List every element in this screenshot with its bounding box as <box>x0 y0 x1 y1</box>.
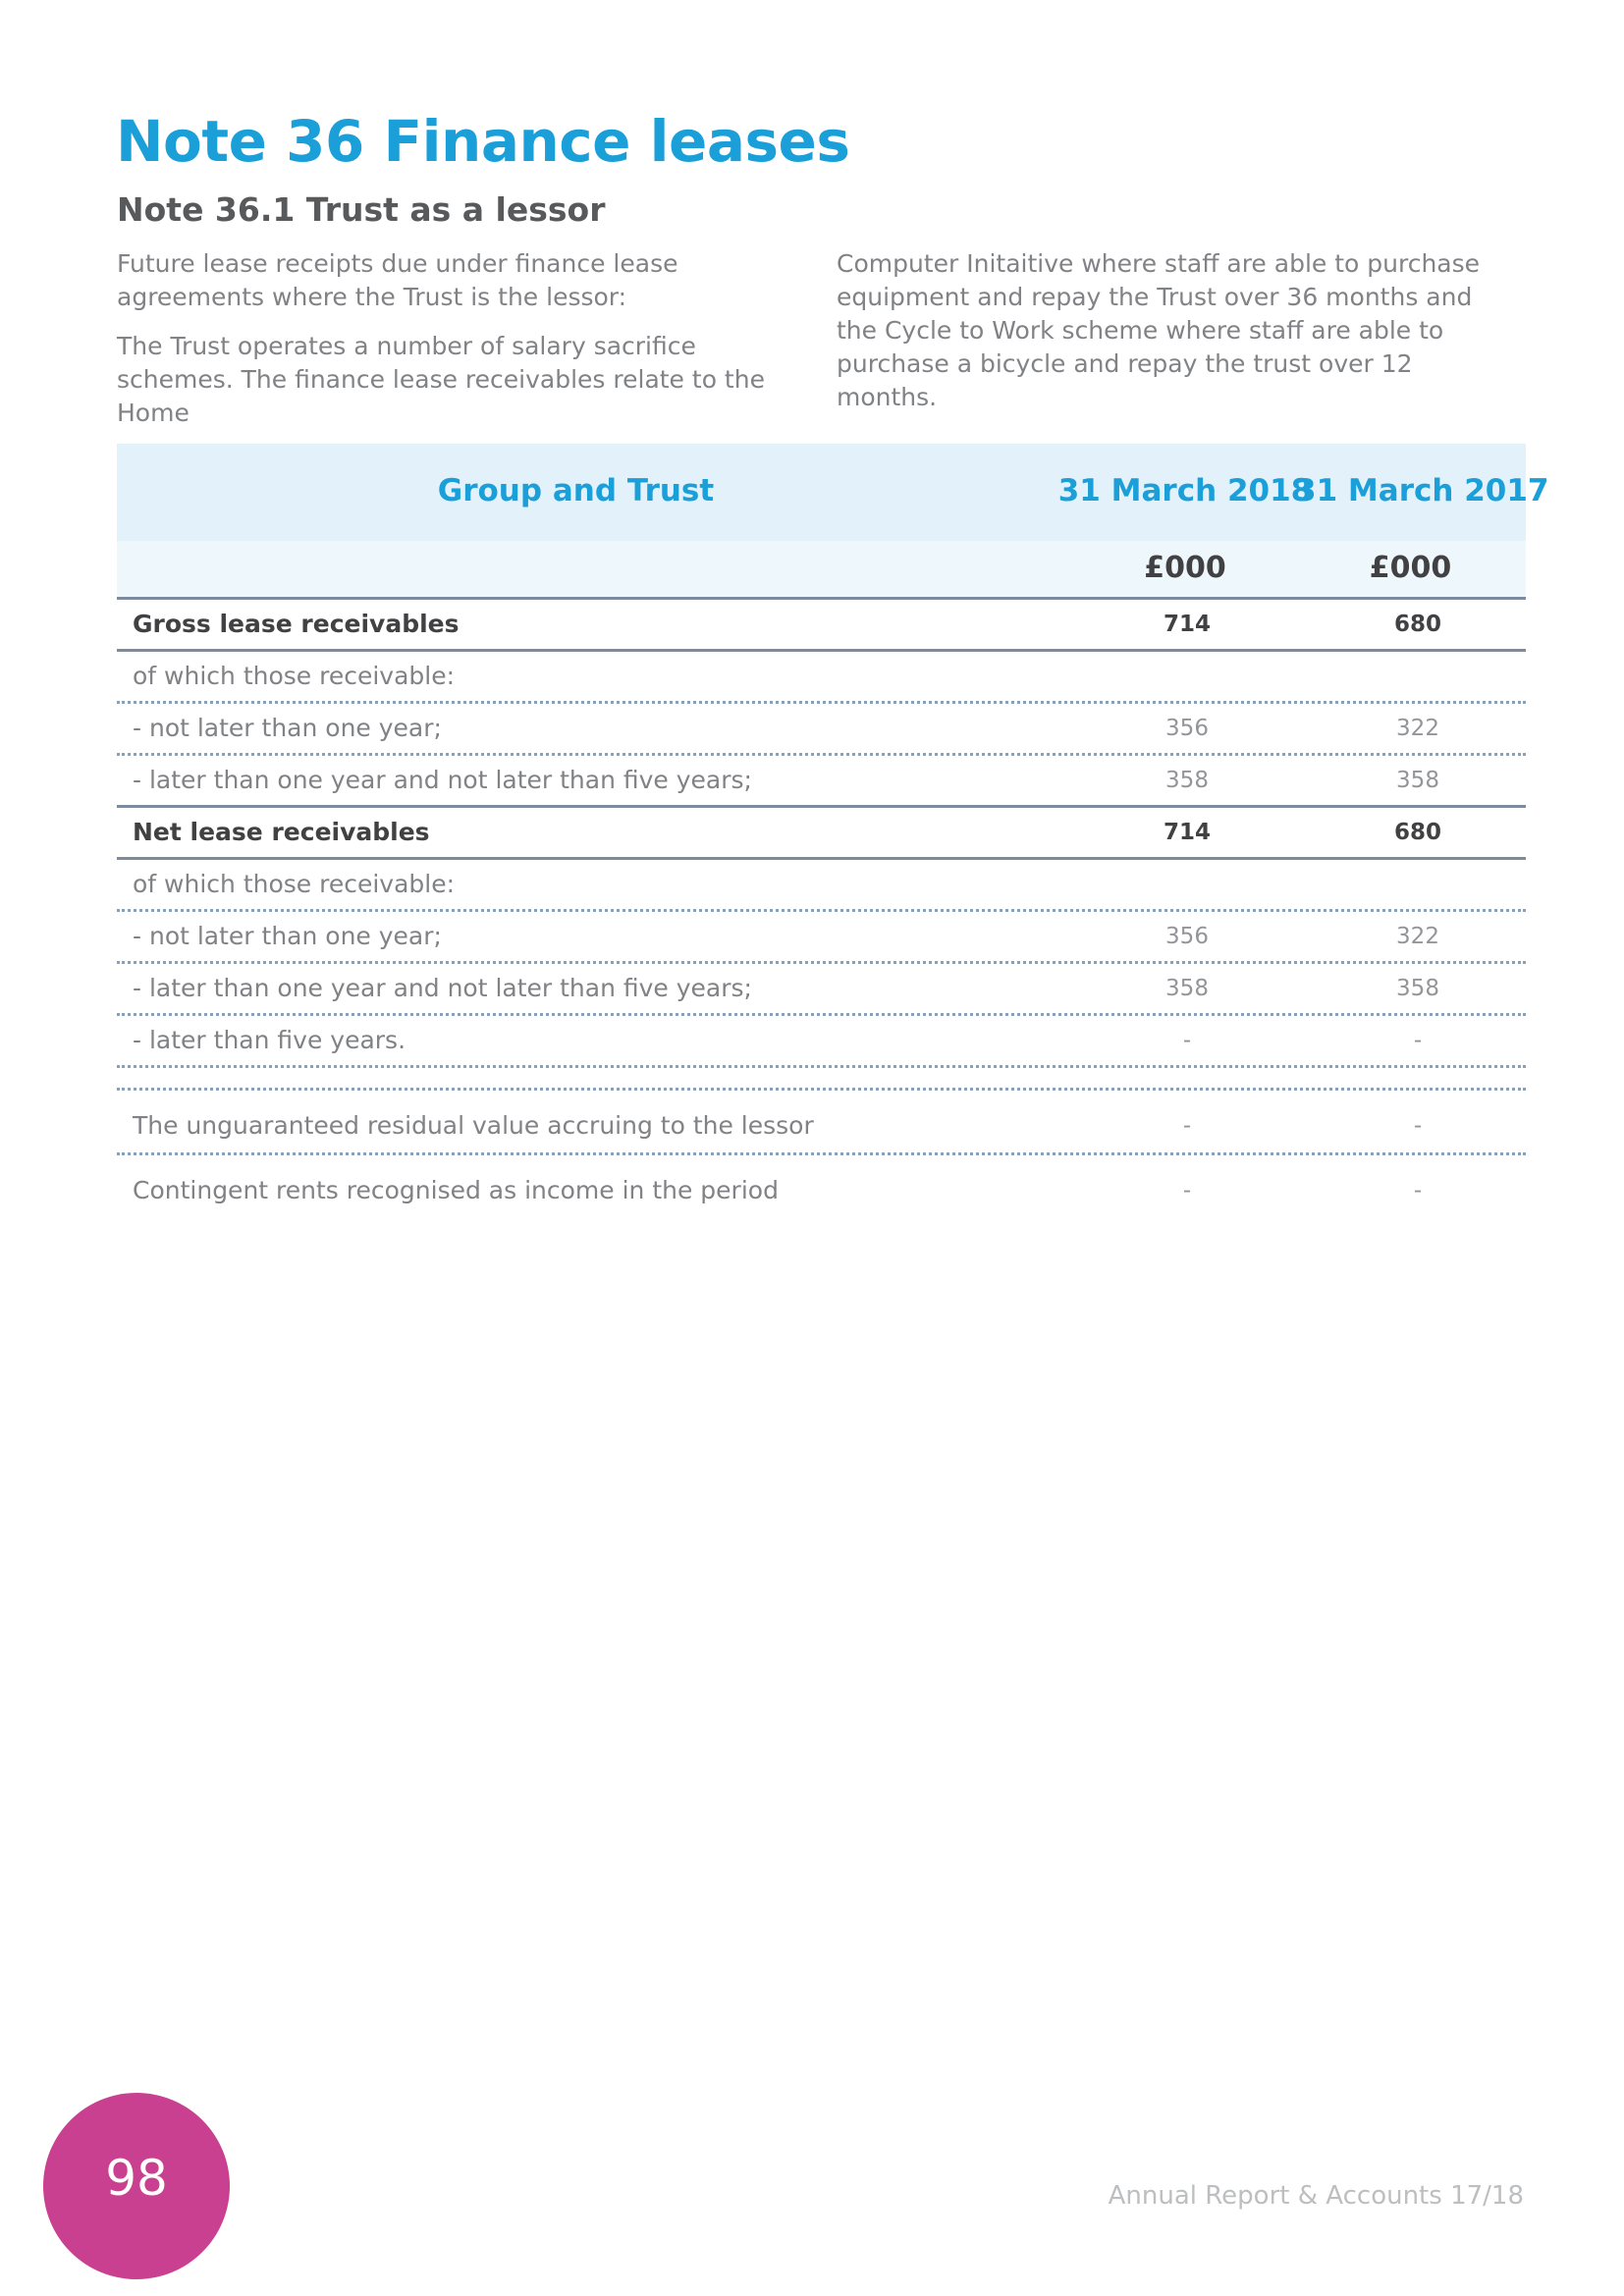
value-2018: - <box>1182 1028 1192 1053</box>
value-2018: - <box>1182 1113 1192 1139</box>
table-row <box>117 912 1526 964</box>
section-subtitle: Note 36.1 Trust as a lessor <box>117 190 606 229</box>
value-2018: 358 <box>1165 768 1209 793</box>
row-label: Net lease receivables <box>133 818 430 846</box>
value-2017: 358 <box>1396 768 1439 793</box>
table-row <box>117 1155 1526 1217</box>
table-row <box>117 756 1526 808</box>
finance-lease-table <box>117 444 1549 1217</box>
value-2018: - <box>1182 1178 1192 1203</box>
header-label: Group and Trust <box>437 473 715 508</box>
value-2018: 358 <box>1165 976 1209 1001</box>
table-row <box>117 600 1526 652</box>
value-2017: 322 <box>1396 924 1439 949</box>
value-2017: - <box>1413 1178 1423 1203</box>
table-row <box>117 704 1526 756</box>
value-2017: 358 <box>1396 976 1439 1001</box>
intro-left-column <box>117 247 804 446</box>
table-header <box>117 444 1549 541</box>
table-row <box>117 964 1526 1016</box>
table-row <box>117 1091 1526 1155</box>
value-2017: - <box>1413 1113 1423 1139</box>
intro-paragraph: Computer Initaitive where staff are able to purchase equipment and repay the Trust over 36 months and the Cycle to Work scheme where staff are able to purchase a bicycle and repay the trust over 12 months. <box>837 249 1481 411</box>
row-label: - later than one year and not later than five years; <box>133 766 752 794</box>
unit-label: £000 <box>1369 551 1452 585</box>
header-col-2017: 31 March 2017 <box>1295 473 1549 508</box>
table-row <box>117 652 1526 704</box>
table-row <box>117 1016 1526 1068</box>
row-label: - later than five years. <box>133 1026 406 1054</box>
table-row <box>117 860 1526 912</box>
value-2018: 356 <box>1165 716 1209 741</box>
value-2018: 714 <box>1163 820 1211 845</box>
unit-label: £000 <box>1144 551 1226 585</box>
footer-text: Annual Report & Accounts 17/18 <box>1108 2181 1524 2211</box>
value-2017: 322 <box>1396 716 1439 741</box>
page-title: Note 36 Finance leases <box>116 108 850 175</box>
row-label: - not later than one year; <box>133 714 442 742</box>
row-label: of which those receivable: <box>133 870 456 898</box>
row-label: of which those receivable: <box>133 662 456 690</box>
value-2017: 680 <box>1393 612 1441 637</box>
table-spacer <box>117 1068 1526 1091</box>
value-2018: 714 <box>1163 612 1211 637</box>
value-2017: - <box>1413 1028 1423 1053</box>
row-label: Gross lease receivables <box>133 610 460 638</box>
row-label: - later than one year and not later than five years; <box>133 974 752 1002</box>
intro-paragraph: Future lease receipts due under finance lease agreements where the Trust is the lessor: <box>117 249 678 311</box>
header-col-2018: 31 March 2018 <box>1057 473 1313 508</box>
intro-paragraph: The Trust operates a number of salary sacrifice schemes. The finance lease receivables relate to the Home <box>117 332 765 427</box>
value-2018: 356 <box>1165 924 1209 949</box>
row-label: Contingent rents recognised as income in the period <box>133 1176 779 1204</box>
intro-right-column <box>837 247 1514 430</box>
table-row <box>117 808 1526 860</box>
row-label: - not later than one year; <box>133 922 442 950</box>
row-label: The unguaranteed residual value accruing to the lessor <box>133 1111 814 1140</box>
page-number: 98 <box>105 2150 168 2207</box>
value-2017: 680 <box>1393 820 1441 845</box>
table-unit-row <box>117 541 1526 600</box>
